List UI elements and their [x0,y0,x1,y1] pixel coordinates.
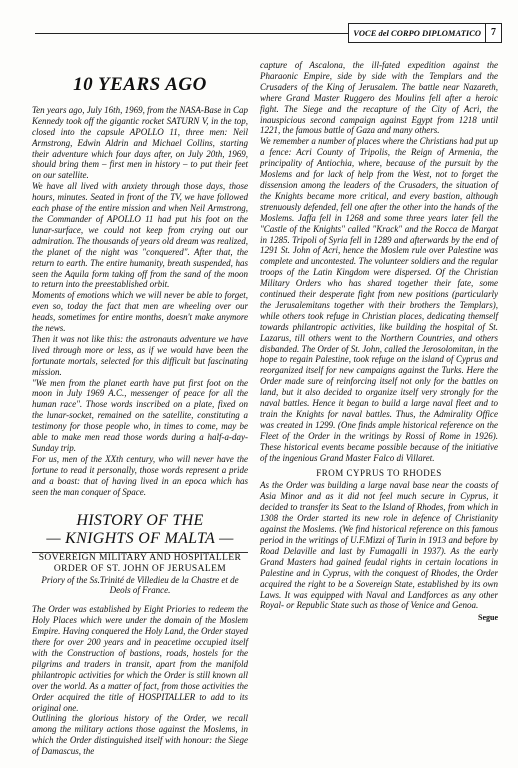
article-title-knights-of-malta [32,512,248,548]
title-line-1: HISTORY OF THE [76,511,204,529]
article2-paragraph: Outlining the glorious history of the Order, we recall among the military actions those against the Moslems, in which the Order distinguished itself with honour: the Siege of Damascus, the [32,713,248,757]
page-number: 7 [491,27,496,38]
article1-paragraph: Moments of emotions which we will never be able to forget, even so, today the fact that men are wheeling over our heads, sometimes for entire months, doesn't make anymore the news. [32,290,248,334]
order-subtitle-line-1: SOVEREIGN MILITARY AND HOSPITALLER [38,552,242,563]
article2-paragraph: The Order was established by Eight Priories to redeem the Holy Places which were under the domain of the Moslem Empire. Having conquered the Holy Land, the Order stayed there for over 200 years and in peacetime occupied itself with the Construction of bastions, roads, hostels for the pilgrims and traders in transit, apart from the manifold philantropic activities for which the Order is still known all over the world. As a matter of fact, from those activities the Order acquired the title of HOSPITALLER to add to its original one. [32,604,248,713]
masthead [348,23,502,43]
article1-paragraph: We have all lived with anxiety through those days, those hours, minutes. Seated in front of the TV, we have followed each phase of the entire mission and when Neil Armstrong, the Commander of APOLLO 11 had put his foot on the lunar-surface, we could not keep from crying out our admiration. The thousands of years old dream was realized, the planet of the night was "conquered". After that, the return to earth. The entire humanity, breath suspended, has seen the Aquila form taking off from the sand of the moon to return into the preestablished orbit. [32,181,248,290]
article-title-10-years-ago: 10 YEARS AGO [73,74,207,95]
title-line-2: — KNIGHTS OF MALTA — [46,529,234,547]
article1-paragraph: "We men from the planet earth have put first foot on the moon in July 1969 A.C., messenger of peace for all the human race". Those words inscribed on a plate, fixed on the lunar-socket, remained on the satellite, constituting a testimony for those people who, in times to come, may be able to make men read those words during a half-a-day-Sunday trip. [32,377,248,453]
article2-paragraph: We remember a number of places where the Christians had put up a fence: Acri County of Tripolis, the Reign of Armenia, the principality of Antiochia, where, because of the pursuit by the Moslems and for lack of help from the West, not to forget the dissension among the leaders of the Crusaders, the situation of the Knights became more critical, and every bastion, although strenuously defended, fell one after the other into the hands of the Moslems. Jaffa fell in 1268 and some three years later fell the "Castle of the Knights" called "Krack" and the Rocca de Margat in 1285. Tripoli of Syria fell in 1289 and afterwards by the end of 1291 St. John of Acri, hence the Moslem rule over Palestine was complete and uncontested. The volunteer soldiers and the regular troops of the Latin Kingdom were dispersed. Of the Christian Military Orders who has shared together their fate, some continued their desperate fight from new positions (particularly the Jerusalemitans together with their brothers the Templars), while others took refuge in Christian places, dedicating themself towards philantropic activities, like building the hospital of St. Lazarus, till others went to the Northern Countries, and others disbanded. The Order of St. John, called the Jerosolomitan, in the hope to regain Palestine, took refuge on the island of Cyprus and reorganized itself for new campaigns against the Turks. Here the Order made sure of reinforcing itself not only for the battles on land, but it also decided to organize itself very strongly for the naval battles. Hence it began to build a large naval fleet and to train the Knights for naval battles. Thus, the Admirality Office was created in 1299. (One finds ample historical reference on the Fleet of the Order in the writings by Rossi of Rome in 1926). These historical events became possible because of the initiative of the ingenious Grand Master Falco di Villaret. [260,136,498,463]
byline: Priory of the Ss.Trinité de Villedieu de la Chastre et de Deols of France. [41,574,239,596]
left-column [32,60,248,757]
article1-paragraph: For us, men of the XXth century, who will never have the fortune to read it personally, those words represent a pride and a boast: that of having lived in an epoca which has seen the man conquer of Space. [32,453,248,497]
order-subtitle-line-2: ORDER OF ST. JOHN OF JERUSALEM [53,563,227,574]
article1-paragraph: Then it was not like this: the astronauts adventure we have lived through more or less, as if we would have been the fortunate mortals, selected for this difficult but fascinating mission. [32,333,248,377]
continued-marker: Segue [478,613,498,623]
article1-paragraph: Ten years ago, July 16th, 1969, from the NASA-Base in Cap Kennedy took off the gigantic rocket SATURN V, in the top, closed into the capsule APOLLO 11, three men: Neil Armstrong, Edwin Aldrin and Michael Collins, starting their adventure which four days after, on July 20th, 1969, should bring them – first men in history – to put their feet on our satellite. [32,104,248,181]
article2-paragraph: capture of Ascalona, the ill-fated expedition against the Pharaonic Empire, side by side with the Templars and the Crusaders of the King of Jerusalem. The battle near Nazareth, where Grand Master Ruggero des Moulins fell after a heroic fight. The Siege and the recapture of the City of Acri, the inauspicious second campaign against Egypt from 1218 until 1221, the famous battle of Gaza and many others. [260,60,498,136]
article2-paragraph: As the Order was building a large naval base near the coasts of Asia Minor and as it did not feel much secure in Cyprus, it decided to transfer its Seat to the Island of Rhodes, from which in 1308 the Order started its new role in defence of Christianity against the Moslems. (We find historical reference on this famous period in the writings of U.F.Mizzi of Turin in 1913 and before by Road Delaville and last by Fumagalli in 1937). As the early Grand Masters had gained feudal rights in certain locations in Palestine and in Cyprus, with the conquest of Rhodes, the Order acquired the right to be a Sovereign State, established by its own Laws. It was equipped with Naval and Landforces as any other Royal- or Republic State such as those of Venice and Genoa. [260,480,498,611]
section-heading-cyprus-rhodes: FROM CYPRUS TO RHODES [316,467,442,478]
publication-name: VOCE del CORPO DIPLOMATICO [349,24,486,42]
right-column [260,60,498,624]
